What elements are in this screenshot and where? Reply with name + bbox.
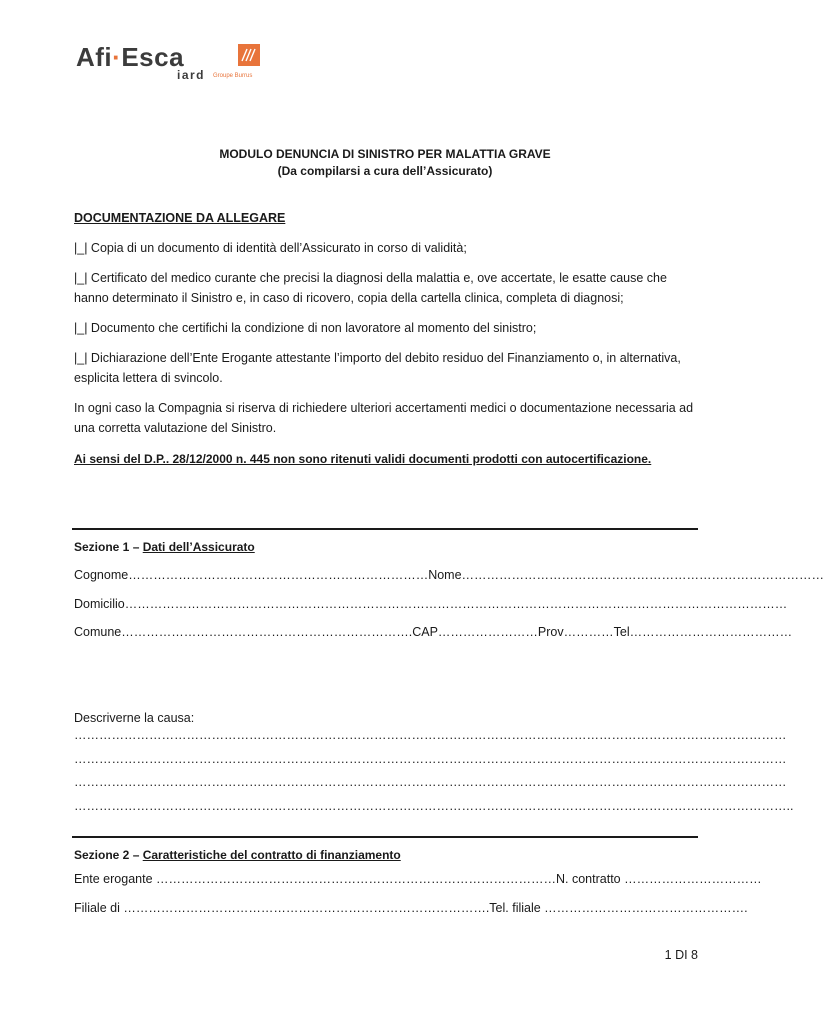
section1-prefix: Sezione 1 – (74, 540, 143, 554)
doc-note: In ogni caso la Compagnia si riserva di richiedere ulteriori accertamenti medici o documentazione necessaria ad una corretta valutazione del Sinistro. (74, 401, 694, 435)
logo-name-part2: Esca (121, 42, 185, 72)
section1-title: Dati dell’Assicurato (142, 540, 255, 554)
causa-line[interactable]: ……………………………………………………………………………………………………………………………………………………….. (74, 799, 794, 813)
causa-label: Descriverne la causa: (74, 711, 195, 725)
doc-item-ente-declaration: |_| Dichiarazione dell’Ente Erogante attestante l’importo del debito residuo del Finanziamento o, in alternativa, esplicita lettera di svincolo. (74, 351, 681, 385)
logo-subtitle: iard (177, 68, 206, 82)
domicilio-field[interactable]: Domicilio…………………………………………………………………………………………………………………………………………… (74, 597, 788, 611)
doc-item-medical-certificate: |_| Certificato del medico curante che precisi la diagnosi della malattia e, ove accertate, le esatte cause che hanno determinato il Sinistro e, in caso di ricovero, copia della cartella clinica, completa di diagnosi; (74, 271, 667, 305)
ente-contratto-field[interactable]: Ente erogante ……………………………………………………………………………………N. contratto …………………………… (74, 872, 762, 886)
doc-item-identity: |_| Copia di un documento di identità dell’Assicurato in corso di validità; (74, 241, 467, 255)
logo-name-part1: Afi (76, 42, 113, 72)
logo-mark-icon (238, 44, 260, 66)
form-title: MODULO DENUNCIA DI SINISTRO PER MALATTIA GRAVE (219, 147, 551, 161)
filiale-tel-field[interactable]: Filiale di …………………………………………………………………………….Tel. filiale …………………………………………. (74, 901, 748, 915)
section2-title: Caratteristiche del contratto di finanziamento (142, 848, 401, 862)
section2-divider (72, 836, 698, 838)
causa-line[interactable]: ……………………………………………………………………………………………………………………………………………………… (74, 752, 787, 766)
causa-line[interactable]: ……………………………………………………………………………………………………………………………………………………… (74, 775, 787, 789)
comune-cap-prov-tel-field[interactable]: Comune…………………………………………………………….CAP……………………Prov…………Tel………………………………… (74, 625, 793, 639)
section2-prefix: Sezione 2 – (74, 848, 143, 862)
logo-group-text: Groupe Burrus (213, 73, 253, 79)
doc-item-non-worker: |_| Documento che certifichi la condizione di non lavoratore al momento del sinistro; (74, 321, 537, 335)
causa-line[interactable]: ……………………………………………………………………………………………………………………………………………………… (74, 728, 787, 742)
section1-heading (74, 537, 698, 557)
form-subtitle: (Da compilarsi a cura dell’Assicurato) (277, 164, 493, 178)
cognome-nome-field[interactable]: Cognome………………………………………………………………Nome…………………………………………………………………………… (74, 568, 824, 582)
page-number: 1 DI 8 (664, 948, 698, 962)
logo-separator: · (112, 42, 122, 72)
company-logo (76, 42, 276, 86)
legal-notice: Ai sensi del D.P.. 28/12/2000 n. 445 non sono ritenuti validi documenti prodotti con autocertificazione. (74, 452, 652, 466)
section2-heading (74, 845, 698, 865)
section1-divider (72, 528, 698, 530)
documentation-heading: DOCUMENTAZIONE DA ALLEGARE (74, 211, 286, 225)
logo-wordmark (76, 42, 184, 72)
